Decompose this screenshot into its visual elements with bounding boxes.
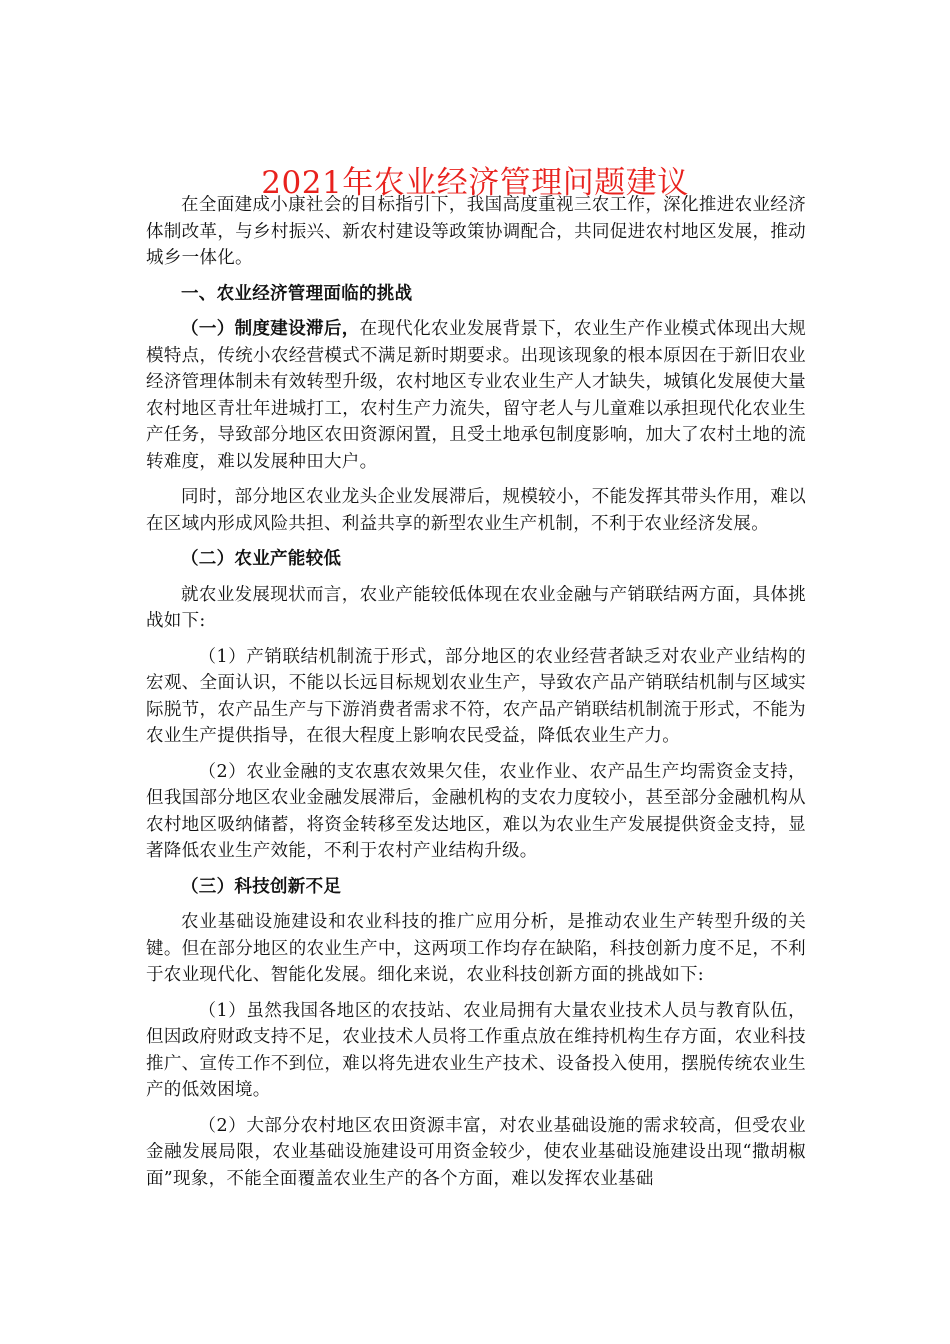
list-item-tech-staff: （1）虽然我国各地区的农技站、农业局拥有大量农业技术人员与教育队伍，但因政府财政支持不足，农业技术人员将工作重点放在维持机构生存方面，农业科技推广、宣传工作不到位，难以将先进农业生产技术、设备投入使用，摆脱传统农业生产的低效困境。 xyxy=(146,1000,806,1100)
list-item-production-marketing: （1）产销联结机制流于形式，部分地区的农业经营者缺乏对农业产业结构的宏观、全面认识，不能以长远目标规划农业生产，导致农产品产销联结机制与区域实际脱节，农产品生产与下游消费者需求不符，农产品产销联结机制流于形式，不能为农业生产提供指导，在很大程度上影响农民受益，降低农业生产力。 xyxy=(146,646,806,746)
paragraph-leading-enterprises: 同时，部分地区农业龙头企业发展滞后，规模较小，不能发挥其带头作用，难以在区域内形成风险共担、利益共享的新型农业生产机制，不利于农业经济发展。 xyxy=(146,487,806,534)
paragraph-low-capacity-intro: 就农业发展现状而言，农业产能较低体现在农业金融与产销联结两方面，具体挑战如下: xyxy=(146,584,806,631)
document-body xyxy=(146,192,806,1201)
list-item-infrastructure: （2）大部分农村地区农田资源丰富，对农业基础设施的需求较高，但受农业金融发展局限，农业基础设施建设可用资金较少，使农业基础设施建设出现“撒胡椒面”现象，不能全面覆盖农业生产的各个方面，难以发挥农业基础 xyxy=(146,1115,806,1189)
subheading-low-capacity: （二）农业产能较低 xyxy=(181,549,342,569)
intro-paragraph: 在全面建成小康社会的目标指引下，我国高度重视三农工作，深化推进农业经济体制改革，与乡村振兴、新农村建设等政策协调配合，共同促进农村地区发展，推动城乡一体化。 xyxy=(146,195,806,268)
subheading-innovation: （三）科技创新不足 xyxy=(181,876,342,897)
paragraph-institution-lag xyxy=(146,316,806,475)
document-title: 2021年农业经济管理问题建议 xyxy=(261,164,689,201)
paragraph-institution-lag-text: 在现代化农业发展背景下，农业生产作业模式体现出大规模特点，传统小农经营模式不满足新时期要求。出现该现象的根本原因在于新旧农业经济管理体制未有效转型升级，农村地区专业农业生产人才缺失，城镇化发展使大量农村地区青壮年进城打工，农村生产力流失，留守老人与儿童难以承担现代化农业生产任务，导致部分地区农田资源闲置，且受土地承包制度影响，加大了农村土地的流转难度，难以发展种田大户。 xyxy=(146,319,807,472)
subheading-institution-lag: （一）制度建设滞后， xyxy=(181,319,360,339)
paragraph-innovation-intro: 农业基础设施建设和农业科技的推广应用分析，是推动农业生产转型升级的关键。但在部分地区的农业生产中，这两项工作均存在缺陷，科技创新力度不足，不利于农业现代化、智能化发展。细化来说，农业科技创新方面的挑战如下: xyxy=(146,912,806,985)
section-heading-challenges: 一、农业经济管理面临的挑战 xyxy=(181,283,413,304)
list-item-agri-finance: （2）农业金融的支农惠农效果欠佳，农业作业、农产品生产均需资金支持，但我国部分地区农业金融发展滞后，金融机构的支农力度较小，甚至部分金融机构从农村地区吸纳储蓄，将资金转移至发达地区，难以为农业生产发展提供资金支持，显著降低农业生产效能，不利于农村产业结构升级。 xyxy=(146,761,806,861)
